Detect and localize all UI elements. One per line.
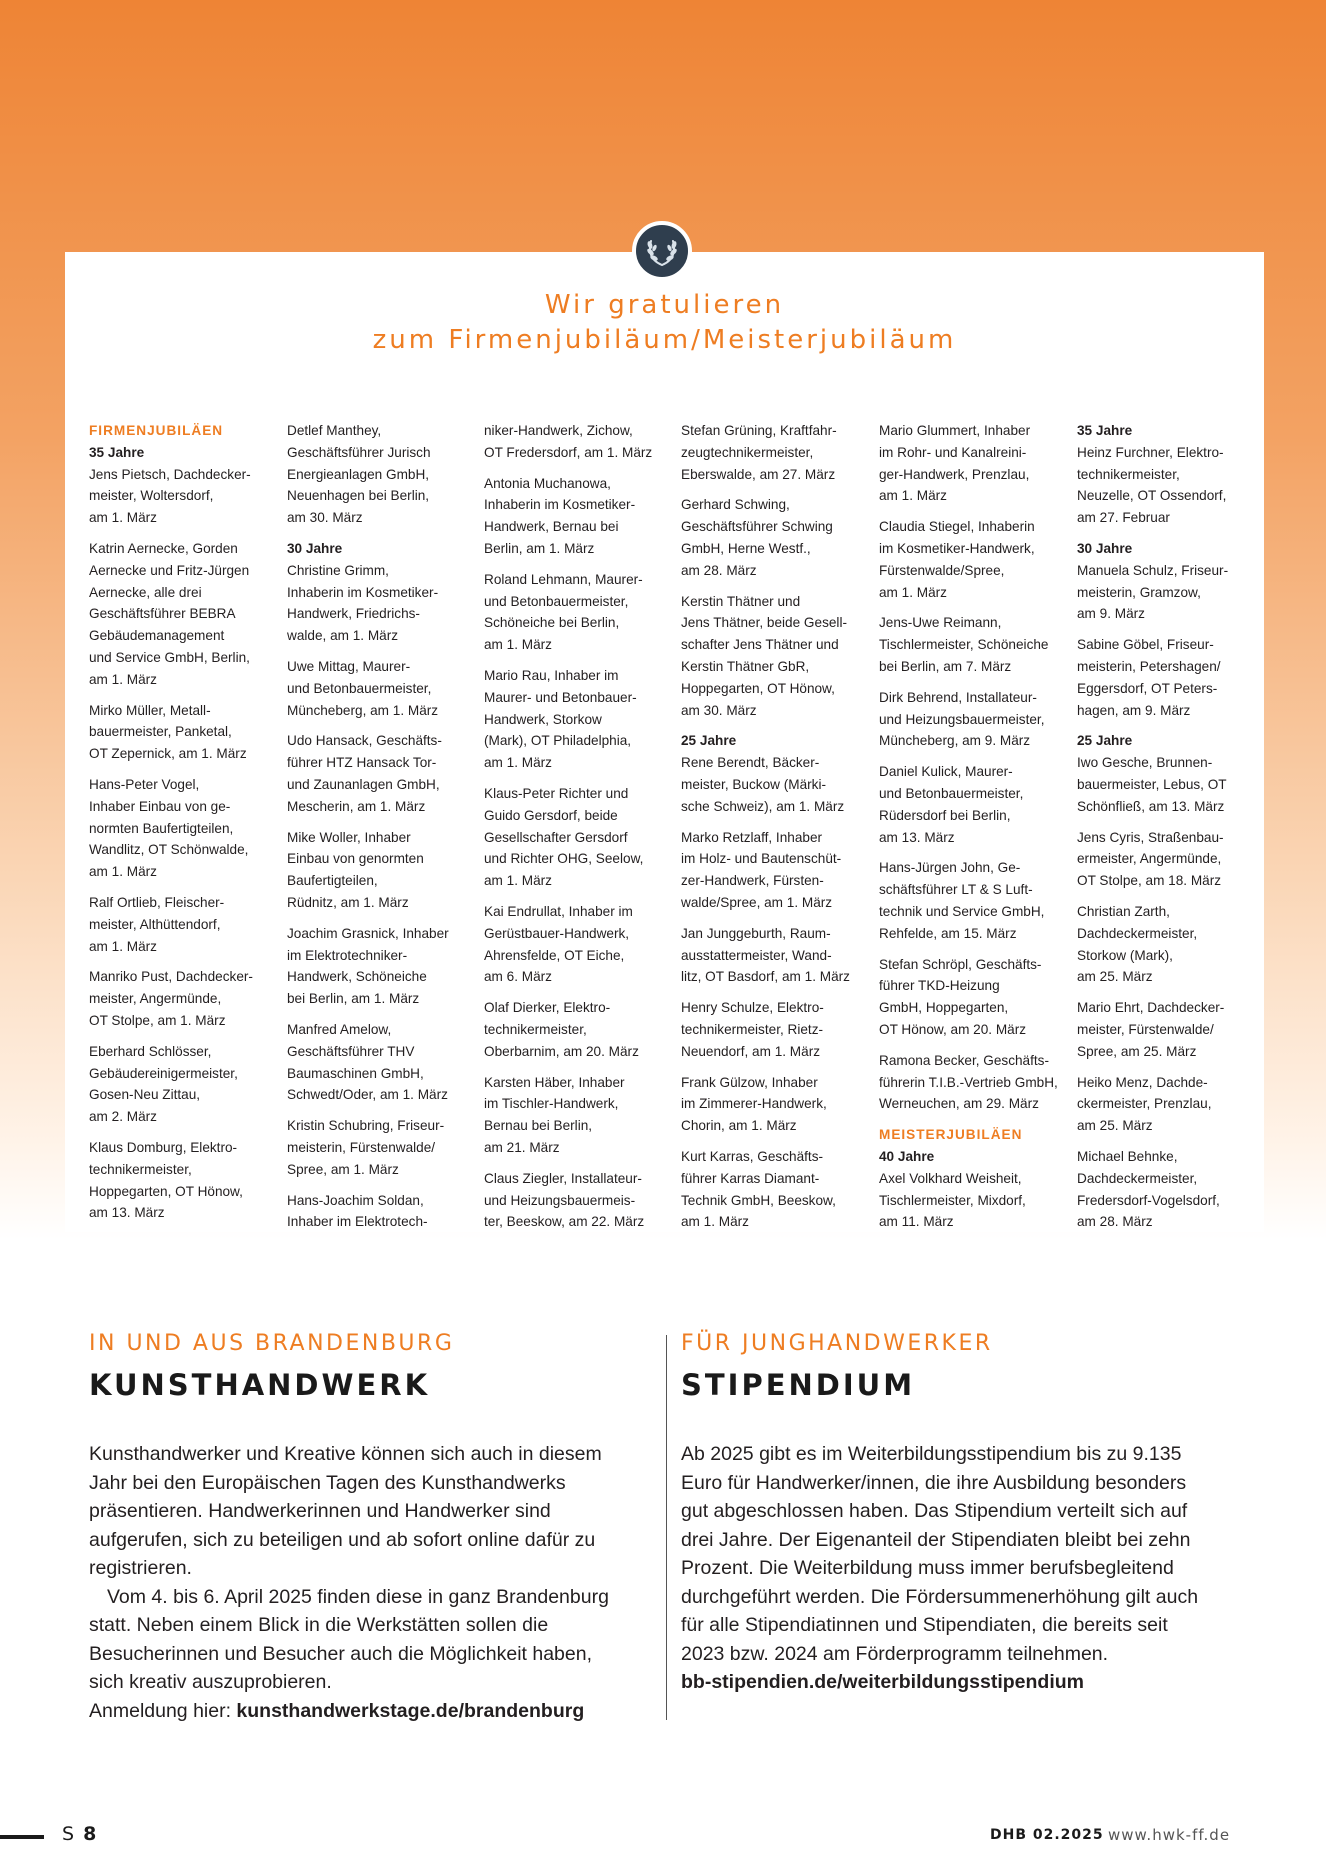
entry-line: Rene Berendt, Bäcker-	[681, 755, 820, 771]
entry-line: Fredersdorf-Vogelsdorf,	[1077, 1192, 1220, 1208]
entry-line: Christian Zarth,	[1077, 903, 1170, 919]
entry-line: Guido Gersdorf, beide	[484, 807, 618, 823]
jubilee-entry	[287, 560, 469, 647]
entry-line: Olaf Dierker, Elektro-	[484, 1000, 611, 1016]
entry-line: am 1. März	[89, 938, 157, 954]
entry-line: Einbau von genormten	[287, 851, 424, 867]
jubilee-entry	[287, 1019, 469, 1106]
entry-line: am 11. März	[879, 1214, 954, 1230]
years-heading: 30 Jahre	[1077, 540, 1133, 556]
entry-line: bauermeister, Panketal,	[89, 724, 232, 740]
entry-line: am 9. März	[1077, 606, 1145, 622]
entry-line: Dachdeckermeister,	[1077, 925, 1198, 941]
years-heading: 35 Jahre	[89, 444, 145, 460]
entry-line: Kurt Karras, Geschäfts-	[681, 1148, 824, 1164]
entry-line: Gerüstbauer-Handwerk,	[484, 925, 630, 941]
jubilee-entry	[681, 752, 863, 817]
entry-line: Eberhard Schlösser,	[89, 1043, 212, 1059]
jubilee-entry	[1077, 442, 1259, 529]
entry-line: Frank Gülzow, Inhaber	[681, 1074, 818, 1090]
jubilee-entry	[484, 1168, 666, 1233]
entry-line: Axel Volkhard Weisheit,	[879, 1170, 1022, 1186]
entry-line: Werneuchen, am 29. März	[879, 1096, 1039, 1112]
entry-line: bei Berlin, am 7. März	[879, 658, 1012, 674]
years-heading: 40 Jahre	[879, 1148, 935, 1164]
entry-line: Inhaber Einbau von ge-	[89, 798, 231, 814]
entry-line: GmbH, Herne Westf.,	[681, 540, 811, 556]
jubilee-entry	[89, 966, 271, 1031]
entry-line: Neuenhagen bei Berlin,	[287, 488, 430, 504]
entry-line: Roland Lehmann, Maurer-	[484, 571, 643, 587]
entry-line: OT Fredersdorf, am 1. März	[484, 444, 653, 460]
entry-line: Henry Schulze, Elektro-	[681, 1000, 824, 1016]
jubilee-column-5	[879, 420, 1061, 1242]
entry-line: Kristin Schubring, Friseur-	[287, 1118, 445, 1134]
entry-line: Inhaberin im Kosmetiker-	[484, 497, 636, 513]
entry-line: Energieanlagen GmbH,	[287, 466, 430, 482]
entry-line: führerin T.I.B.-Vertrieb GmbH,	[879, 1074, 1058, 1090]
entry-line: Tischlermeister, Mixdorf,	[879, 1192, 1026, 1208]
entry-line: ter, Beeskow, am 22. März	[484, 1214, 645, 1230]
entry-line: Antonia Muchanowa,	[484, 475, 611, 491]
entry-line: Stefan Schröpl, Geschäfts-	[879, 956, 1042, 972]
jubilee-entry	[681, 997, 863, 1062]
entry-line: Baumaschinen GmbH,	[287, 1065, 424, 1081]
entry-line: Schwedt/Oder, am 1. März	[287, 1087, 448, 1103]
entry-line: im Rohr- und Kanalreini-	[879, 444, 1027, 460]
entry-line: Claus Ziegler, Installateur-	[484, 1170, 642, 1186]
entry-line: bei Berlin, am 1. März	[287, 991, 420, 1007]
jubilee-entry	[1077, 560, 1259, 625]
entry-line: Rehfelde, am 15. März	[879, 925, 1017, 941]
entry-line: zeugtechnikermeister,	[681, 444, 814, 460]
entry-line: Inhaberin im Kosmetiker-	[287, 584, 439, 600]
article-title-stipendium: STIPENDIUM	[681, 1368, 916, 1402]
entry-line: Geschäftsführer THV	[287, 1043, 415, 1059]
entry-line: technikermeister,	[1077, 466, 1180, 482]
entry-line: im Tischler-Handwerk,	[484, 1096, 619, 1112]
entry-line: Gosen-Neu Zittau,	[89, 1087, 201, 1103]
entry-line: und Heizungsbauermeis-	[484, 1192, 636, 1208]
entry-line: Aernecke, alle drei	[89, 584, 202, 600]
jubilee-entry	[89, 1137, 271, 1224]
jubilee-entry	[879, 612, 1061, 677]
entry-line: im Kosmetiker-Handwerk,	[879, 540, 1035, 556]
jubilee-entry	[681, 1072, 863, 1137]
entry-line: Michael Behnke,	[1077, 1148, 1178, 1164]
entry-line: Schöneiche bei Berlin,	[484, 615, 620, 631]
entry-line: technikermeister,	[484, 1021, 587, 1037]
entry-line: am 6. März	[484, 969, 552, 985]
jubilee-entry	[879, 1050, 1061, 1115]
entry-line: Eberswalde, am 27. März	[681, 466, 836, 482]
years-heading: 25 Jahre	[681, 733, 737, 749]
entry-line: Ralf Ortlieb, Fleischer-	[89, 894, 225, 910]
jubilee-entry	[681, 591, 863, 722]
entry-line: ausstattermeister, Wand-	[681, 947, 832, 963]
entry-line: Joachim Grasnick, Inhaber	[287, 925, 449, 941]
entry-line: meister, Althüttendorf,	[89, 916, 221, 932]
entry-line: Handwerk, Storkow	[484, 711, 602, 727]
entry-line: Spree, am 25. März	[1077, 1043, 1197, 1059]
jubilee-entry	[89, 700, 271, 765]
entry-line: Mario Ehrt, Dachdecker-	[1077, 1000, 1225, 1016]
years-heading: 35 Jahre	[1077, 423, 1133, 438]
article-link-line	[89, 1697, 609, 1726]
entry-line: Udo Hansack, Geschäfts-	[287, 733, 442, 749]
section-heading: MEISTERJUBILÄEN	[879, 1127, 1023, 1143]
entry-line: Gebäudereinigermeister,	[89, 1065, 238, 1081]
jubilee-entry	[681, 827, 863, 914]
jubilee-entry	[1077, 901, 1259, 988]
entry-line: und Heizungsbauermeister,	[879, 711, 1045, 727]
entry-line: Inhaber im Elektrotech-	[287, 1214, 428, 1230]
entry-line: Jens Pietsch, Dachdecker-	[89, 466, 251, 482]
entry-line: Stefan Grüning, Kraftfahr-	[681, 423, 837, 438]
entry-line: niker-Handwerk, Zichow,	[484, 423, 633, 438]
headline-line-1: Wir gratulieren	[544, 290, 785, 320]
jubilee-entry	[89, 538, 271, 691]
entry-line: Heiko Menz, Dachde-	[1077, 1074, 1208, 1090]
jubilee-entry	[1077, 752, 1259, 817]
entry-line: am 25. März	[1077, 1118, 1153, 1134]
entry-line: Hans-Joachim Soldan,	[287, 1192, 424, 1208]
entry-line: führer Karras Diamant-	[681, 1170, 820, 1186]
entry-line: Ahrensfelde, OT Eiche,	[484, 947, 625, 963]
entry-line: Mario Glummert, Inhaber	[879, 423, 1031, 438]
entry-line: am 1. März	[484, 755, 552, 771]
entry-line: Hans-Peter Vogel,	[89, 776, 200, 792]
entry-line: Tischlermeister, Schöneiche	[879, 637, 1049, 653]
laurel-wreath-icon	[642, 231, 682, 271]
headline-line-2: zum Firmenjubiläum/Meisterjubiläum	[372, 325, 957, 355]
link-prefix: Anmeldung hier:	[89, 1699, 237, 1722]
years-heading: 30 Jahre	[287, 540, 343, 556]
jubilee-entry	[1077, 1146, 1259, 1233]
jubilee-entry	[287, 420, 469, 529]
entry-line: OT Hönow, am 20. März	[879, 1021, 1027, 1037]
article-title-kunsthandwerk: KUNSTHANDWERK	[89, 1368, 431, 1402]
jubilee-entry	[484, 997, 666, 1062]
entry-line: schäftsführer LT & S Luft-	[879, 882, 1033, 898]
entry-line: Christine Grimm,	[287, 562, 389, 578]
entry-line: Jens-Uwe Reimann,	[879, 615, 1002, 631]
entry-line: (Mark), OT Philadelphia,	[484, 733, 632, 749]
entry-line: bauermeister, Lebus, OT	[1077, 776, 1227, 792]
entry-line: Manfred Amelow,	[287, 1021, 392, 1037]
article-paragraph: Kunsthandwerker und Kreative können sich auch in diesem Jahr bei den Europäischen Tagen des Kunsthandwerks präsentieren. Handwerkerinnen und Handwerker sind aufgerufen, sich zu beteiligen und ab sofort online dafür zu registrieren.	[89, 1443, 602, 1579]
entry-line: Eggersdorf, OT Peters-	[1077, 680, 1218, 696]
jubilee-column-6	[1077, 420, 1259, 1242]
entry-line: und Zaunanlagen GmbH,	[287, 776, 440, 792]
entry-line: OT Stolpe, am 18. März	[1077, 873, 1222, 889]
article-kicker-kunsthandwerk: IN UND AUS BRANDENBURG	[89, 1331, 455, 1356]
kunsthandwerk-link[interactable]: kunsthandwerkstage.de/brandenburg	[236, 1699, 585, 1722]
entry-line: Bernau bei Berlin,	[484, 1118, 593, 1134]
entry-line: Mario Rau, Inhaber im	[484, 667, 619, 683]
entry-line: Jens Thätner, beide Gesell-	[681, 615, 847, 631]
entry-line: Rüdersdorf bei Berlin,	[879, 807, 1011, 823]
jubilee-entry	[89, 1041, 271, 1128]
jubilee-entry	[879, 954, 1061, 1041]
entry-line: am 1. März	[484, 873, 552, 889]
entry-line: Storkow (Mark),	[1077, 947, 1173, 963]
jubilee-column-1	[89, 420, 271, 1233]
entry-line: Kai Endrullat, Inhaber im	[484, 903, 633, 919]
entry-line: Kerstin Thätner GbR,	[681, 658, 810, 674]
jubilee-entry	[484, 1072, 666, 1159]
entry-line: GmbH, Hoppegarten,	[879, 1000, 1009, 1016]
jubilee-column-2	[287, 420, 469, 1242]
entry-line: und Service GmbH, Berlin,	[89, 649, 250, 665]
entry-line: Berlin, am 1. März	[484, 540, 595, 556]
stipendium-link[interactable]: bb-stipendien.de/weiterbildungsstipendium	[681, 1671, 1085, 1693]
entry-line: Spree, am 1. März	[287, 1161, 399, 1177]
entry-line: Aernecke und Fritz-Jürgen	[89, 562, 250, 578]
jubilee-entry	[484, 665, 666, 774]
entry-line: meisterin, Fürstenwalde/	[287, 1139, 436, 1155]
entry-line: zer-Handwerk, Fürsten-	[681, 873, 824, 889]
entry-line: und Betonbauermeister,	[287, 680, 432, 696]
entry-line: Geschäftsführer Schwing	[681, 519, 833, 535]
jubilee-entry	[681, 420, 863, 485]
entry-line: am 28. März	[681, 562, 757, 578]
jubilee-entry	[879, 516, 1061, 603]
entry-line: Karsten Häber, Inhaber	[484, 1074, 625, 1090]
entry-line: im Zimmerer-Handwerk,	[681, 1096, 827, 1112]
entry-line: Uwe Mittag, Maurer-	[287, 658, 411, 674]
entry-line: Geschäftsführer Jurisch	[287, 444, 431, 460]
entry-line: und Betonbauermeister,	[484, 593, 629, 609]
entry-line: Handwerk, Schöneiche	[287, 969, 427, 985]
jubilee-entry	[879, 857, 1061, 944]
website-link[interactable]: www.hwk-ff.de	[1108, 1826, 1231, 1844]
entry-line: Wandlitz, OT Schönwalde,	[89, 842, 249, 858]
entry-line: Daniel Kulick, Maurer-	[879, 764, 1013, 780]
jubilee-entry	[484, 420, 666, 464]
entry-line: und Richter OHG, Seelow,	[484, 851, 644, 867]
jubilee-entry	[287, 1115, 469, 1180]
entry-line: Dachdeckermeister,	[1077, 1170, 1198, 1186]
entry-line: am 1. März	[681, 1214, 749, 1230]
jubilee-column-4	[681, 420, 863, 1242]
laurel-badge	[632, 221, 692, 281]
jubilee-entry	[484, 569, 666, 656]
entry-line: hagen, am 9. März	[1077, 702, 1191, 718]
entry-line: am 13. März	[879, 829, 955, 845]
entry-line: Müncheberg, am 9. März	[879, 733, 1031, 749]
jubilee-entry	[681, 923, 863, 988]
entry-line: am 1. März	[879, 584, 947, 600]
entry-line: am 1. März	[879, 488, 947, 504]
entry-line: am 1. März	[89, 671, 157, 687]
jubilee-entry	[1077, 1072, 1259, 1137]
article-paragraph: Ab 2025 gibt es im Weiterbildungsstipendium bis zu 9.135 Euro für Handwerker/innen, die ihre Ausbildung besonders gut abgeschlossen haben. Das Stipendium verteilt sich auf drei Jahre. Der Eigenanteil der Stipendiaten bleibt bei zehn Prozent. Die Weiterbildung muss immer berufsbegleitend durchgeführt werden. Die Fördersummenerhöhung gilt auch für alle Stipendiatinnen und Stipendiaten, die bereits seit 2023 bzw. 2024 am Förderprogramm teilnehmen.	[681, 1443, 1199, 1665]
entry-line: ckermeister, Prenzlau,	[1077, 1096, 1212, 1112]
section-heading: FIRMENJUBILÄEN	[89, 423, 224, 438]
entry-line: Jens Cyris, Straßenbau-	[1077, 829, 1224, 845]
jubilee-entry	[89, 464, 271, 529]
entry-line: Geschäftsführer BEBRA	[89, 606, 236, 622]
entry-line: führer TKD-Heizung	[879, 978, 1000, 994]
entry-line: Heinz Furchner, Elektro-	[1077, 444, 1224, 460]
entry-line: am 27. Februar	[1077, 510, 1170, 526]
entry-line: Manriko Pust, Dachdecker-	[89, 969, 253, 985]
page-label	[62, 1823, 96, 1845]
entry-line: litz, OT Basdorf, am 1. März	[681, 969, 850, 985]
article-body-stipendium	[681, 1440, 1201, 1697]
entry-line: Marko Retzlaff, Inhaber	[681, 829, 823, 845]
entry-line: Sabine Göbel, Friseur-	[1077, 637, 1214, 653]
entry-line: Handwerk, Friedrichs-	[287, 606, 420, 622]
entry-line: technikermeister,	[89, 1161, 192, 1177]
article-link-line	[681, 1668, 1201, 1697]
jubilee-entry	[879, 420, 1061, 507]
entry-line: Klaus Domburg, Elektro-	[89, 1139, 238, 1155]
entry-line: im Elektrotechniker-	[287, 947, 408, 963]
entry-line: Baufertigteilen,	[287, 873, 378, 889]
entry-line: Manuela Schulz, Friseur-	[1077, 562, 1229, 578]
jubilee-entry	[681, 494, 863, 581]
entry-line: meisterin, Petershagen/	[1077, 658, 1221, 674]
entry-line: technik und Service GmbH,	[879, 903, 1045, 919]
entry-line: Hans-Jürgen John, Ge-	[879, 860, 1021, 876]
jubilee-entry	[879, 1168, 1061, 1233]
entry-line: Mescherin, am 1. März	[287, 798, 426, 814]
entry-line: am 30. März	[681, 702, 757, 718]
entry-line: normten Baufertigteilen,	[89, 820, 234, 836]
entry-line: Claudia Stiegel, Inhaberin	[879, 519, 1035, 535]
entry-line: Maurer- und Betonbauer-	[484, 689, 637, 705]
entry-line: Mike Woller, Inhaber	[287, 829, 411, 845]
jubilee-entry	[1077, 997, 1259, 1062]
entry-line: ger-Handwerk, Prenzlau,	[879, 466, 1030, 482]
page-number: 8	[83, 1823, 97, 1845]
entry-line: Schönfließ, am 13. März	[1077, 798, 1225, 814]
entry-line: führer HTZ Hansack Tor-	[287, 755, 437, 771]
jubilee-entry	[89, 774, 271, 883]
entry-line: am 1. März	[484, 637, 552, 653]
entry-line: Dirk Behrend, Installateur-	[879, 689, 1037, 705]
jubilee-entry	[89, 892, 271, 957]
entry-line: am 28. März	[1077, 1214, 1153, 1230]
jubilee-entry	[287, 656, 469, 721]
entry-line: am 30. März	[287, 510, 363, 526]
years-heading: 25 Jahre	[1077, 733, 1133, 749]
entry-line: Müncheberg, am 1. März	[287, 702, 439, 718]
entry-line: walde/Spree, am 1. März	[681, 894, 833, 910]
entry-line: meister, Buckow (Märki-	[681, 776, 827, 792]
entry-line: Katrin Aernecke, Gorden	[89, 540, 238, 556]
entry-line: am 2. März	[89, 1109, 157, 1125]
entry-line: Handwerk, Bernau bei	[484, 519, 619, 535]
jubilee-entry	[681, 1146, 863, 1233]
entry-line: Detlef Manthey,	[287, 423, 382, 438]
entry-line: Technik GmbH, Beeskow,	[681, 1192, 836, 1208]
jubilee-entry	[287, 730, 469, 817]
jubilee-column-3	[484, 420, 666, 1242]
entry-line: technikermeister, Rietz-	[681, 1021, 824, 1037]
jubilee-entry	[484, 473, 666, 560]
entry-line: am 1. März	[89, 864, 157, 880]
footer-bar	[0, 1835, 44, 1839]
jubilee-entry	[287, 923, 469, 1010]
entry-line: ermeister, Angermünde,	[1077, 851, 1222, 867]
entry-line: am 1. März	[89, 510, 157, 526]
entry-line: Gerhard Schwing,	[681, 497, 790, 513]
entry-line: am 25. März	[1077, 969, 1153, 985]
entry-line: sche Schweiz), am 1. März	[681, 798, 845, 814]
entry-line: Rüdnitz, am 1. März	[287, 894, 409, 910]
entry-line: Fürstenwalde/Spree,	[879, 562, 1005, 578]
entry-line: Iwo Gesche, Brunnen-	[1077, 755, 1213, 771]
entry-line: Gesellschafter Gersdorf	[484, 829, 628, 845]
article-paragraph: Vom 4. bis 6. April 2025 finden diese in ganz Brandenburg statt. Neben einem Blick in die Werkstätten sollen die Besucherinnen und Besucher auch die Möglichkeit haben, sich kreativ auszuprobieren.	[89, 1585, 609, 1693]
entry-line: meisterin, Gramzow,	[1077, 584, 1201, 600]
entry-line: am 21. März	[484, 1139, 560, 1155]
jubilee-entry	[287, 1190, 469, 1234]
entry-line: und Betonbauermeister,	[879, 785, 1024, 801]
jubilee-entry	[879, 687, 1061, 752]
entry-line: meister, Woltersdorf,	[89, 488, 214, 504]
entry-line: Mirko Müller, Metall-	[89, 702, 211, 718]
entry-line: Hoppegarten, OT Hönow,	[681, 680, 835, 696]
entry-line: Neuzelle, OT Ossendorf,	[1077, 488, 1227, 504]
jubilee-entry	[287, 827, 469, 914]
issue-label: DHB 02.2025	[990, 1827, 1104, 1843]
jubilee-entry	[1077, 634, 1259, 721]
article-body-kunsthandwerk	[89, 1440, 609, 1725]
entry-line: OT Zepernick, am 1. März	[89, 746, 247, 762]
column-divider	[666, 1335, 667, 1720]
section-letter: S	[62, 1823, 76, 1845]
entry-line: meister, Fürstenwalde/	[1077, 1021, 1214, 1037]
entry-line: Chorin, am 1. März	[681, 1118, 797, 1134]
jubilee-entry	[484, 901, 666, 988]
entry-line: walde, am 1. März	[287, 628, 399, 644]
entry-line: OT Stolpe, am 1. März	[89, 1012, 226, 1028]
entry-line: Neuendorf, am 1. März	[681, 1043, 821, 1059]
entry-line: Gebäudemanagement	[89, 628, 225, 644]
entry-line: Hoppegarten, OT Hönow,	[89, 1183, 243, 1199]
entry-line: meister, Angermünde,	[89, 991, 222, 1007]
entry-line: schafter Jens Thätner und	[681, 637, 839, 653]
entry-line: im Holz- und Bautenschüt-	[681, 851, 842, 867]
jubilee-entry	[484, 783, 666, 892]
jubilee-entry	[1077, 827, 1259, 892]
entry-line: am 13. März	[89, 1205, 165, 1221]
entry-line: Jan Junggeburth, Raum-	[681, 925, 831, 941]
entry-line: Kerstin Thätner und	[681, 593, 801, 609]
jubilee-entry	[879, 761, 1061, 848]
entry-line: Ramona Becker, Geschäfts-	[879, 1052, 1049, 1068]
entry-line: Oberbarnim, am 20. März	[484, 1043, 639, 1059]
article-kicker-stipendium: FÜR JUNGHANDWERKER	[681, 1331, 993, 1356]
entry-line: Klaus-Peter Richter und	[484, 785, 629, 801]
